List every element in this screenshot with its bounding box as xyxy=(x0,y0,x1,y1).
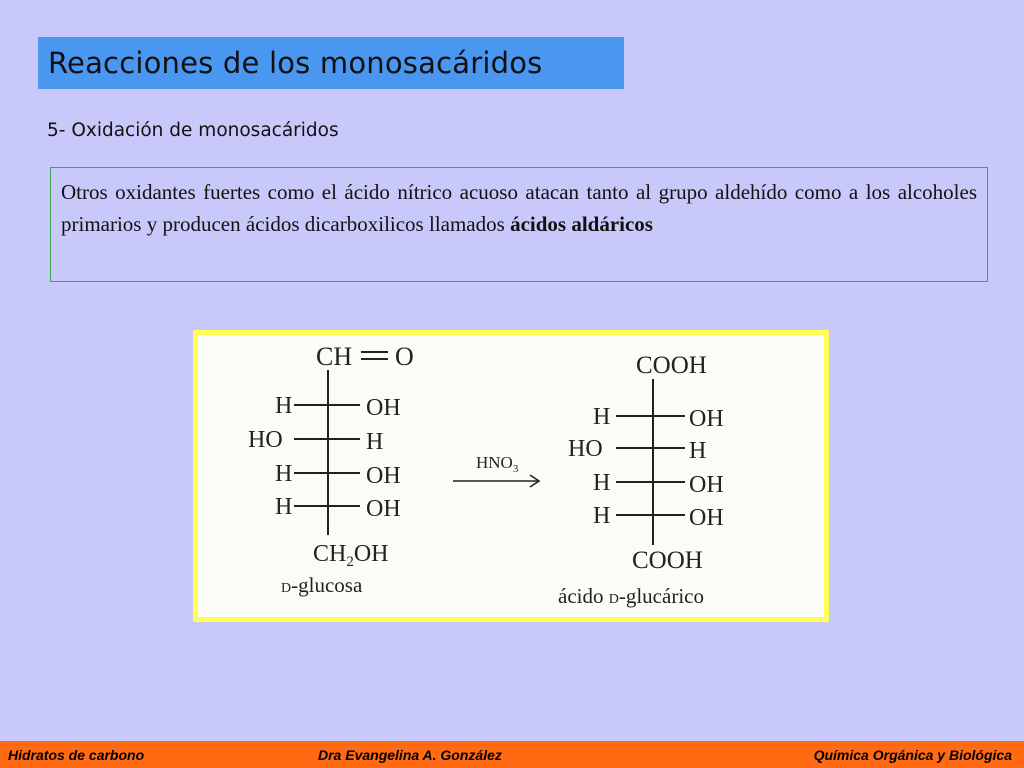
product-row-2-right: H xyxy=(689,438,707,464)
footer-center: Dra Evangelina A. González xyxy=(318,746,502,763)
product-glucaric-acid xyxy=(558,352,724,608)
product-top: COOH xyxy=(636,352,707,379)
product-row-4-right: OH xyxy=(689,505,724,531)
reactant-row-1 xyxy=(275,393,401,421)
title-box xyxy=(38,37,624,89)
reactant-row-1-left: H xyxy=(275,393,293,419)
footer-bar xyxy=(0,741,1024,768)
product-row-4 xyxy=(593,503,724,531)
reactant-glucose xyxy=(248,342,414,597)
product-row-3-right: OH xyxy=(689,472,724,498)
reaction-figure xyxy=(198,335,824,617)
body-text: Otros oxidantes fuertes como el ácido nítrico acuoso atacan tanto al grupo aldehído como a los alcoholes primarios y producen ácidos dicarboxilicos llamados xyxy=(61,180,977,236)
product-row-4-left: H xyxy=(593,503,611,529)
reactant-row-2-right: H xyxy=(366,429,384,455)
product-row-1-right: OH xyxy=(689,406,724,432)
footer-right: Química Orgánica y Biológica xyxy=(813,746,1012,763)
reactant-top-o: O xyxy=(395,342,414,371)
product-row-1-left: H xyxy=(593,404,611,430)
product-row-2-left: HO xyxy=(568,436,603,462)
product-row-2 xyxy=(568,436,706,464)
product-row-3-left: H xyxy=(593,470,611,496)
reactant-row-3 xyxy=(275,461,401,489)
reactant-row-2 xyxy=(248,427,383,455)
reactant-row-3-left: H xyxy=(275,461,293,487)
reactant-name: D-glucosa xyxy=(281,573,363,597)
reagent-label: $HNO_3$ xyxy=(476,453,519,475)
reaction-arrow-group xyxy=(453,453,539,487)
product-row-3 xyxy=(593,470,724,498)
reactant-row-4-right: OH xyxy=(366,496,401,522)
reactant-row-4 xyxy=(275,494,401,522)
reactant-top-ch: CH xyxy=(316,342,353,371)
reactant-row-1-right: OH xyxy=(366,395,401,421)
reaction-figure-frame xyxy=(193,330,829,622)
body-textbox xyxy=(50,167,988,282)
slide-title: Reacciones de los monosacáridos xyxy=(48,46,543,80)
reactant-bottom: $CH_2OH$ xyxy=(313,541,389,570)
reactant-row-2-left: HO xyxy=(248,427,283,453)
slide-subtitle: 5- Oxidación de monosacáridos xyxy=(47,120,339,141)
product-bottom: COOH xyxy=(632,547,703,574)
reactant-row-3-right: OH xyxy=(366,463,401,489)
product-name: ácido D-glucárico xyxy=(558,584,704,608)
footer-left: Hidratos de carbono xyxy=(8,746,145,763)
reactant-row-4-left: H xyxy=(275,494,293,520)
body-bold-term: ácidos aldáricos xyxy=(510,212,653,236)
reaction-diagram xyxy=(198,335,824,617)
product-row-1 xyxy=(593,404,724,432)
